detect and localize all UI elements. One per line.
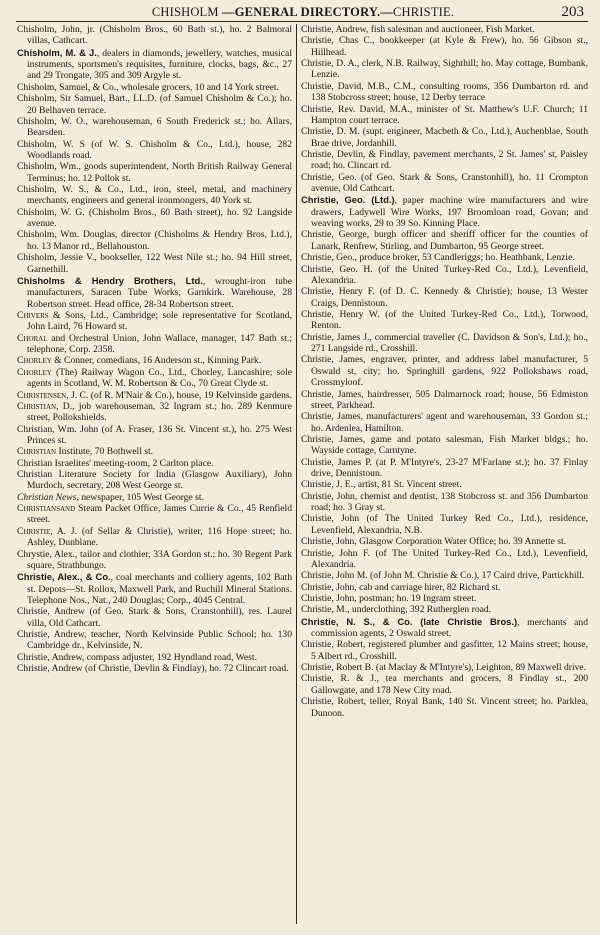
directory-entry [17, 424, 292, 447]
directory-entry [17, 549, 292, 572]
entry-text: Chrystie, Alex., tailor and clothier, 33A Gordon st.; ho. 30 Regent Park square, Strathbungo. [17, 548, 292, 571]
entry-text: Christie, David, M.B., C.M., consulting rooms, 356 Dumbarton rd. and 138 Stobcross street; house, 12 Derby terrace [301, 80, 588, 104]
directory-entry [301, 662, 588, 673]
entry-text: Christie, John F. (of The United Turkey-Red Co., Ltd.), Levenfield, Alexandria. [301, 547, 588, 570]
directory-entry [301, 264, 588, 287]
page-header [18, 4, 588, 20]
entry-text: Chisholm, W. S., & Co., Ltd., iron, steel, metal, and machinery merchants, engineers and general ironmongers, 40 York st. [17, 184, 292, 207]
running-head-right: CHRISTIE. [393, 5, 455, 19]
entry-text: Christian Literature Society for India (Glasgow Auxiliary), John Murdoch, secretary, 208 West George st. [17, 469, 292, 492]
entry-text: Christie, John (of The United Turkey Red Co., Ltd.), residence, Levenfield, Alexandria, N.B. [301, 513, 588, 536]
directory-entry [301, 536, 588, 547]
entry-italic: Christian News [17, 491, 77, 503]
entry-text: & Conner, comedians, 16 Anderson st., Kinning Park. [51, 355, 262, 367]
entry-smallcaps: Chorley [17, 355, 52, 367]
directory-entry [17, 93, 292, 116]
entry-text: Christie, Robert B. (at Maclay & M'Intyre's), Leighton, 89 Maxwell drive. [301, 662, 587, 674]
directory-entry [301, 411, 588, 434]
directory-entry [301, 570, 588, 581]
header-rule [16, 21, 588, 22]
entry-text: , D., job warehouseman, 32 Ingram st.; ho. 289 Kenmure street, Pollokshields. [27, 400, 292, 424]
directory-entry [17, 161, 292, 184]
entry-text: Christie, Henry F. (of D. C. Kennedy & Christie); house, 13 Wester Craigs, Dennistoun. [301, 286, 588, 309]
directory-entry [301, 513, 588, 536]
entry-text: Chisholm, W. G. (Chisholm Bros., 60 Bath street), ho. 92 Langside avenue. [17, 206, 292, 230]
entry-text: Christie, James P. (at P. M'Intyre's, 23-27 M'Farlane st.); ho. 37 Finlay drive, Dennistoun. [301, 456, 588, 480]
directory-entry [17, 629, 292, 652]
entry-heading: Christie, Alex., & Co. [17, 571, 111, 583]
directory-entry [17, 458, 292, 469]
entry-text: Christie, John M. (of John M. Christie & Co.), 17 Caird drive, Partickhill. [301, 570, 585, 582]
entry-text: , wrought-iron tube manufacturers, Saracen Tube Works, Garnkirk. Warehouse, 28 Robertson street. Head office, 28-34 Robertson street. [27, 275, 292, 310]
directory-entry [301, 434, 588, 457]
directory-entry [301, 286, 588, 309]
directory-entry [17, 492, 292, 503]
directory-entry [17, 663, 292, 674]
entry-text: Chisholm, Jessie V., bookseller, 122 West Nile st.; ho. 94 Hill street, Garnethill. [17, 252, 292, 275]
entry-text: Christie, Andrew (of Christie, Devlin & Findlay), ho. 72 Clincart road. [17, 663, 289, 675]
entry-heading: Chisholm, M. & J. [17, 46, 97, 58]
entry-text: Christie, R. & J., tea merchants and grocers, 8 Findlay st., 200 Gallowgate, and 178 New City road. [301, 673, 588, 696]
entry-smallcaps: Chorley [17, 366, 52, 378]
directory-entry [17, 82, 292, 93]
entry-text: Christie, Geo. (of Geo. Stark & Sons, Cranstonhill), ho. 11 Crompton avenue, Old Cathcart. [301, 171, 588, 195]
directory-entry [301, 696, 588, 719]
column-divider [296, 24, 297, 924]
directory-entry [17, 390, 292, 401]
directory-entry [301, 479, 588, 490]
directory-entry [17, 355, 292, 366]
entry-text: Christie, Rev. David, M.A., minister of St. Matthew's U.F. Church; 11 Hampton court terrace. [301, 103, 588, 126]
directory-entry [301, 104, 588, 127]
entry-text: Christie, D. A., clerk, N.B. Railway, Sighthill; ho. May cottage, Bumbank, Lenzie. [301, 58, 588, 81]
entry-text: , J. C. (of R. M'Nair & Co.), house, 19 Kelvinside gardens. [66, 389, 292, 401]
directory-entry [301, 604, 588, 615]
entry-text: , merchants and commission agents, 2 Oswald street. [311, 616, 588, 640]
directory-entry [17, 652, 292, 663]
directory-entry [17, 139, 292, 162]
entry-text: , dealers in diamonds, jewellery, watches, musical instruments, sportsmen's requisites, furniture, clocks, bags, &c., 27 and 29 Trongate, 305 and 309 Argyle st. [27, 47, 292, 82]
entry-text: Chisholm, W. O., warehouseman, 6 South Frederick st.; ho. Allars, Bearsden. [17, 115, 292, 139]
directory-entry [301, 126, 588, 149]
entry-text: Christie, James, manufacturers' agent and warehouseman, 33 Gordon st.; ho. Ardenlea, Hamilton. [301, 411, 588, 434]
directory-entry [301, 354, 588, 388]
directory-entry [301, 582, 588, 593]
directory-entry [17, 333, 292, 356]
directory-entry [17, 606, 292, 629]
directory-entry [17, 229, 292, 252]
directory-entry [17, 571, 292, 606]
directory-entry [17, 252, 292, 275]
directory-entry [17, 446, 292, 457]
entry-smallcaps: Chivers [17, 309, 49, 321]
directory-entry [301, 194, 588, 229]
entry-text: and Orchestral Union, John Wallace, manager, 147 Bath st.; telephone, Corp. 2358. [27, 332, 292, 356]
running-head: CHISHOLM —GENERAL DIRECTORY.—CHRISTIE. [151, 5, 455, 19]
entry-text: Christie, James, game and potato salesman, Fish Market bldgs.; ho. Wayside cottage, Carntyne. [301, 433, 588, 457]
entry-text: Chisholm, Wm., goods superintendent, North British Railway General Terminus; ho. 12 Pollok st. [17, 161, 292, 184]
entry-text: , A. J. (of Sellar & Christie), writer, 116 Hope street; ho. Ashley, Dunblane. [27, 525, 292, 549]
entry-text: Christie, Henry W. (of the United Turkey-Red Co., Ltd.), Torwood, Renton. [301, 308, 588, 332]
entry-text: Christie, Geo., produce broker, 53 Candleriggs; ho. Heathbank, Lenzie. [301, 252, 575, 264]
directory-entry [17, 469, 292, 492]
entry-text: Steam Packet Office, James Currie & Co., 45 Renfield street. [27, 503, 292, 526]
directory-entry [301, 58, 588, 81]
entry-text: Christie, Chas C., bookkeeper (at Kyle & Frew), ho. 56 Gibson st., Hillhead. [301, 35, 588, 58]
entry-text: Christie, D. M. (supt. engineer, Macbeth & Co., Ltd.), Auchenblae, South Brae drive, Jordanhill. [301, 126, 588, 149]
entry-smallcaps: Christensen [17, 389, 67, 401]
entry-text: Christie, John, postman; ho. 19 Ingram street. [301, 592, 477, 604]
directory-entry [301, 389, 588, 412]
entry-text: Christie, Geo. H. (of the United Turkey-Red Co., Ltd.), Levenfield, Alexandria. [301, 263, 588, 286]
directory-entry [17, 401, 292, 424]
entry-text: Christie, Andrew, compass adjuster, 192 Hyndland road, West. [17, 651, 257, 663]
directory-entry [17, 310, 292, 333]
entry-smallcaps: Christian [17, 400, 57, 412]
directory-entry [301, 252, 588, 263]
entry-text: Christian Israelites' meeting-room, 2 Carlton place. [17, 457, 214, 469]
entry-text: (The) Railway Wagon Co., Ltd., Chorley, Lancashire; sole agents in Scotland, W. M. Robertson & Co., 70 Great Clyde st. [27, 366, 292, 390]
running-head-left: CHISHOLM [151, 5, 219, 19]
directory-entry [17, 184, 292, 207]
entry-text: Christie, Andrew (of Geo. Stark & Sons, Cranstonhill), res. Laurel villa, Old Cathcart. [17, 606, 292, 629]
entry-text: Chisholm, John, jr. (Chisholm Bros., 60 Bath st.), ho. 2 Balmoral villas, Cathcart. [17, 24, 292, 47]
directory-entry [301, 616, 588, 640]
entry-text: Christie, Andrew, teacher, North Kelvinside Public School; ho. 130 Cambridge dr., Kelvinside, N. [17, 629, 292, 652]
entry-text: Christie, M., underclothing, 392 Rutherglen road. [301, 604, 492, 616]
entry-text: Christian, Wm. John (of A. Fraser, 136 St. Vincent st.), ho. 275 West Princes st. [17, 423, 292, 446]
directory-entry [17, 275, 292, 310]
entry-text: Chisholm, Samuel, & Co., wholesale grocers, 10 and 14 York street. [17, 81, 279, 93]
entry-text: Institute, 70 Bothwell st. [56, 446, 154, 458]
left-column [17, 24, 292, 926]
directory-entry [301, 593, 588, 604]
entry-text: Christie, James J., commercial traveller (C. Davidson & Son's, Ltd.); ho., 271 Langside rd., Crosshill. [301, 331, 588, 355]
directory-entry [301, 149, 588, 172]
running-head-center: GENERAL DIRECTORY. [234, 5, 381, 19]
entry-text: Chisholm, Sir Samuel, Bart., LL.D. (of Samuel Chisholm & Co.); ho. 20 Belhaven terrace. [17, 93, 292, 116]
entry-smallcaps: Christian [17, 446, 57, 458]
directory-entry [301, 457, 588, 480]
directory-entry [17, 47, 292, 82]
entry-text: Christie, J. E., artist, 81 St. Vincent street. [301, 479, 462, 491]
entry-text: Christie, James, engraver, printer, and address label manufacturer, 5 Oswald st, city; ho. Springhill gardens, 922 Pollokshaws road, Crossmyloof. [301, 354, 588, 389]
right-column [301, 24, 588, 926]
directory-entry [301, 35, 588, 58]
directory-entry [301, 81, 588, 104]
directory-entry [17, 116, 292, 139]
entry-text: Chisholm, Wm. Douglas, director (Chisholms & Hendry Bros, Ltd.), ho. 13 Manor rd., Bellahouston. [17, 229, 292, 252]
entry-heading: Chisholms & Hendry Brothers, Ltd. [17, 274, 203, 286]
directory-entry [17, 207, 292, 230]
entry-text: , coal merchants and colliery agents, 102 Bath st. Depots—St. Rollox, Maxwell Park, and Ruchill Mineral Stations. Telephone Nos., Nat., 240 Douglas; Corp., 4045 Central. [27, 572, 292, 606]
entry-text: Christie, Robert, teller, Royal Bank, 140 St. Vincent street; ho. Parklea, Dunoon. [301, 696, 588, 719]
directory-entry [301, 673, 588, 696]
entry-text: Christie, Devlin, & Findlay, pavement merchants, 2 St. James' st, Paisley road; ho. Clincart rd. [301, 148, 588, 172]
entry-text: Christie, Robert, registered plumber and gasfitter, 12 Mains street; house, 5 Albert rd., Crosshill. [301, 639, 588, 662]
page-number: 203 [561, 4, 584, 20]
entry-text: Chisholm, W. S (of W. S. Chisholm & Co., Ltd.), house, 282 Woodlands road. [17, 138, 292, 161]
entry-text: Christie, George, burgh officer and sheriff officer for the counties of Lanark, Renfrew, Stirling, and Dumbarton, 95 George street. [301, 229, 588, 252]
entry-smallcaps: Choral [17, 332, 48, 344]
entry-smallcaps: Christiansand [17, 503, 76, 515]
directory-entry [17, 24, 292, 47]
entry-text: Christie, Andrew, fish salesman and auctioneer, Fish Market. [301, 24, 535, 35]
directory-entry [17, 367, 292, 390]
entry-smallcaps: Christie [17, 525, 51, 537]
directory-entry [301, 309, 588, 332]
entry-heading: Christie, N. S., & Co. (late Christie Bros.) [301, 615, 518, 627]
directory-entry [301, 491, 588, 514]
directory-entry [301, 639, 588, 662]
entry-text: Christie, James, hairdresser, 505 Dalmarnock road; house, 56 Edmiston street, Parkhead. [301, 388, 588, 411]
entry-text: , newspaper, 105 West George st. [76, 491, 204, 503]
entry-text: , paper machine wire manufacturers and wire drawers, Ladywell Wire Works, 197 Broomloan road, Govan; and weaving works, 29 to 39 So. Kinning Place. [311, 195, 588, 230]
directory-entry [17, 526, 292, 549]
directory-entry [301, 172, 588, 195]
directory-entry [17, 503, 292, 526]
entry-text: & Sons, Ltd., Cambridge; sole representative for Scotland, John Laird, 76 Howard st. [27, 309, 292, 333]
entry-text: Christie, John, cab and carriage hirer, 82 Richard st. [301, 581, 501, 593]
entry-text: Christie, John, Glasgow Corporation Water Office; ho. 39 Annette st. [301, 536, 567, 548]
directory-entry [301, 332, 588, 355]
directory-entry [301, 229, 588, 252]
directory-entry [301, 548, 588, 571]
entry-text: Christie, John, chemist and dentist, 138 Stobcross st. and 356 Dumbarton road; ho. 3 Gray st. [301, 490, 588, 514]
entry-heading: Christie, Geo. (Ltd.) [301, 194, 395, 206]
directory-entry [301, 24, 588, 35]
